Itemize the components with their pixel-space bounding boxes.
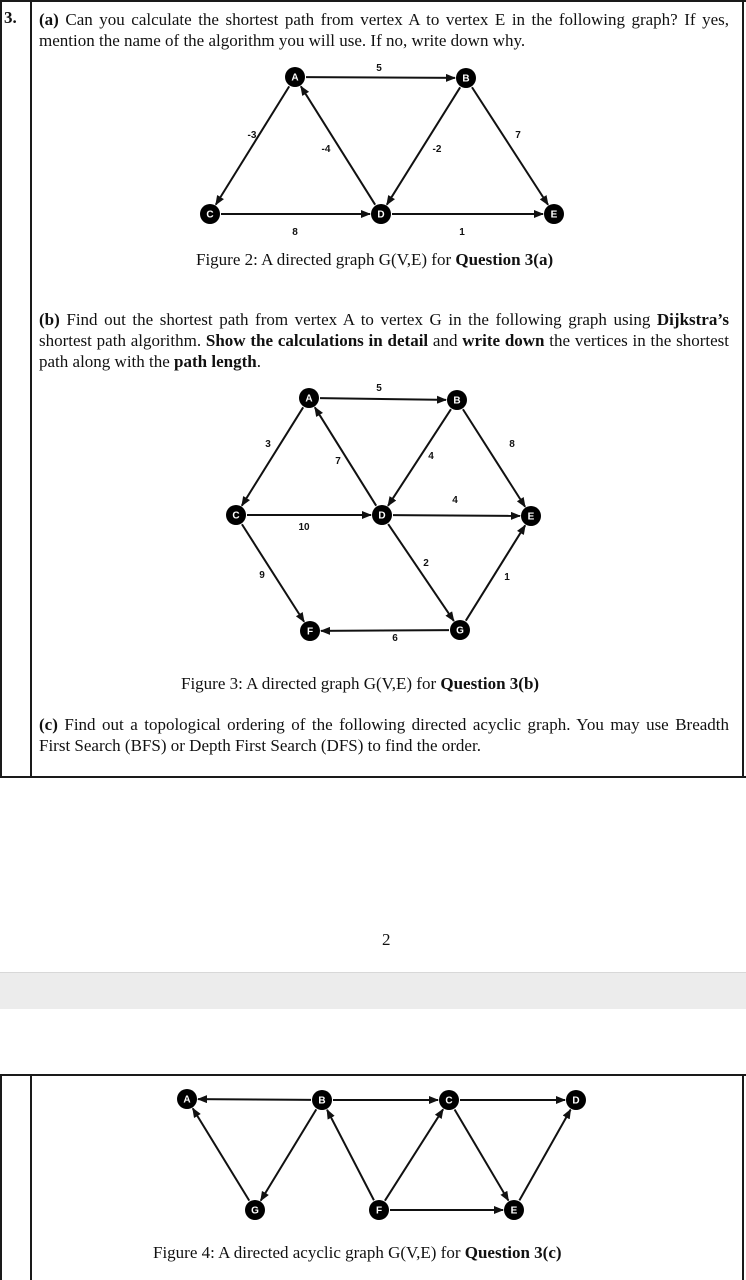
node-label-c: C xyxy=(232,510,240,522)
figure-2-caption-ref: Question 3(a) xyxy=(455,250,554,269)
edge-weight-a-c: -3 xyxy=(247,130,257,141)
node-e xyxy=(504,1200,524,1220)
part-b-text-5: . xyxy=(256,352,261,371)
edge-e-d xyxy=(519,1110,570,1201)
figure-3-caption-ref: Question 3(b) xyxy=(440,674,540,693)
part-b-bold-2: Show the calculations in detail xyxy=(205,331,429,350)
node-a xyxy=(177,1089,197,1109)
edge-f-c xyxy=(385,1109,443,1200)
node-b xyxy=(312,1090,332,1110)
node-f xyxy=(369,1200,389,1220)
edge-b-g xyxy=(261,1109,317,1200)
node-g xyxy=(245,1200,265,1220)
figure-2-caption-text: Figure 2: A directed graph G(V,E) for xyxy=(196,250,456,269)
edge-weight-d-a: 7 xyxy=(335,456,341,467)
node-d xyxy=(566,1090,586,1110)
edge-f-b xyxy=(327,1110,374,1200)
figure-4-caption-text: Figure 4: A directed acyclic graph G(V,E) for xyxy=(153,1243,465,1262)
page-number: 2 xyxy=(382,930,391,949)
edge-weight-d-e: 1 xyxy=(459,227,465,238)
node-label-g: G xyxy=(456,625,464,637)
node-label-f: F xyxy=(375,1205,383,1217)
part-b-text-3: and xyxy=(428,331,463,350)
edge-weight-d-a: -4 xyxy=(321,144,331,155)
edge-weight-c-d: 10 xyxy=(298,522,310,533)
node-label-b: B xyxy=(318,1095,326,1107)
part-b-text-4: the vertices in the shortest path along with the xyxy=(39,331,729,371)
edge-b-a xyxy=(198,1099,311,1100)
edge-weight-c-f: 9 xyxy=(259,570,265,581)
node-label-b: B xyxy=(453,395,461,407)
node-label-e: E xyxy=(527,511,535,523)
node-label-e: E xyxy=(550,209,558,221)
edge-weight-b-e: 7 xyxy=(515,130,521,141)
node-label-d: D xyxy=(377,209,385,221)
edge-weight-a-b: 5 xyxy=(376,63,382,74)
edge-g-a xyxy=(193,1108,250,1200)
edge-weight-d-g: 2 xyxy=(423,558,429,569)
node-label-b: B xyxy=(462,73,470,85)
figure-3-caption-text: Figure 3: A directed graph G(V,E) for xyxy=(181,674,441,693)
edge-weight-d-e: 4 xyxy=(452,495,458,506)
part-b-bold-4: path length xyxy=(174,352,257,371)
node-label-g: G xyxy=(251,1205,259,1217)
edge-weight-g-e: 1 xyxy=(504,572,510,583)
part-a-label: (a) xyxy=(39,10,59,29)
edge-weight-b-d: -2 xyxy=(432,144,442,155)
part-b-text-1: Find out the shortest path from vertex A to vertex G in the following graph using xyxy=(66,310,657,329)
node-label-d: D xyxy=(378,510,386,522)
part-b-text-2: shortest path algorithm. xyxy=(39,331,206,350)
node-label-e: E xyxy=(510,1205,518,1217)
part-c-label: (c) xyxy=(39,715,58,734)
edge-weight-b-e: 8 xyxy=(509,439,515,450)
node-c xyxy=(439,1090,459,1110)
edge-weight-a-b: 5 xyxy=(376,383,382,394)
node-label-a: A xyxy=(305,393,313,405)
node-label-c: C xyxy=(445,1095,453,1107)
edge-weight-a-c: 3 xyxy=(265,439,271,450)
part-a-question: Can you calculate the shortest path from vertex A to vertex E in the following graph? If yes, mention the name of the algorithm you will use. If no, write down why. xyxy=(39,10,730,50)
part-b-bold-3: write down xyxy=(462,331,545,350)
part-b-label: (b) xyxy=(39,310,60,329)
part-c-question: Find out a topological ordering of the following directed acyclic graph. You may use Breadth First Search (BFS) or Depth First Search (DFS) to find the order. xyxy=(39,715,730,755)
edge-c-e xyxy=(455,1109,509,1200)
node-label-d: D xyxy=(572,1095,580,1107)
node-label-f: F xyxy=(306,626,314,638)
edge-weight-g-f: 6 xyxy=(392,633,398,644)
node-label-a: A xyxy=(183,1094,191,1106)
figure-4-caption xyxy=(153,1243,562,1263)
part-b-bold-1: Dijkstra’s xyxy=(656,310,729,329)
edge-weight-c-d: 8 xyxy=(292,227,298,238)
figure-4-caption-ref: Question 3(c) xyxy=(464,1243,562,1262)
question-number: 3. xyxy=(4,8,17,27)
node-label-a: A xyxy=(291,72,299,84)
edge-weight-b-d: 4 xyxy=(428,451,434,462)
node-label-c: C xyxy=(206,209,214,221)
